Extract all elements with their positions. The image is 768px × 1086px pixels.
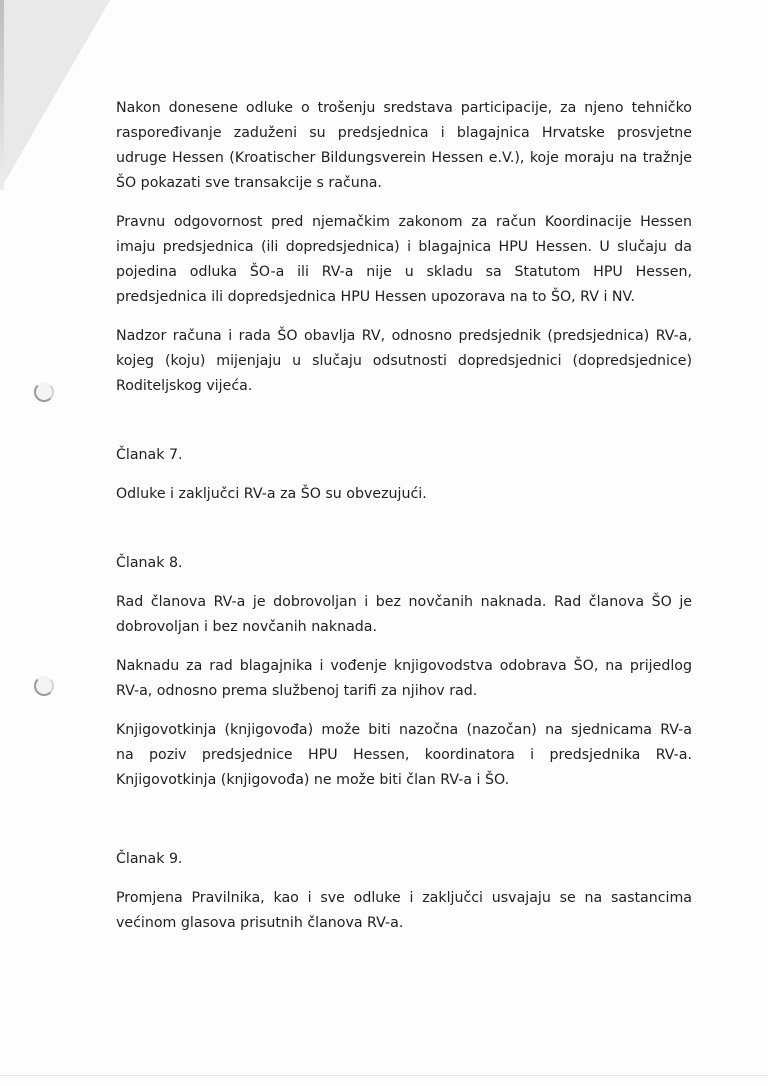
- document-body: [116, 96, 692, 950]
- punch-hole-top: [34, 382, 54, 402]
- article-heading-7: Članak 7.: [116, 447, 183, 463]
- corner-shadow: [0, 0, 4, 190]
- article-heading-9: Članak 9.: [116, 851, 183, 867]
- text-line: Promjena Pravilnika, kao i sve odluke i zaključci usvajaju se na sastancima: [116, 890, 692, 906]
- paragraph-amendments: [116, 886, 692, 936]
- paragraph-bookkeeper: [116, 718, 692, 793]
- text-line: na poziv predsjednice HPU Hessen, koordinatora i predsjednika RV-a.: [116, 747, 692, 763]
- text-line: udruge Hessen (Kroatischer Bildungsverein Hessen e.V.), koje moraju na tražnje: [116, 150, 692, 166]
- folded-corner: [0, 0, 110, 190]
- page-edge: [0, 1075, 768, 1076]
- punch-hole-bottom: [34, 676, 54, 696]
- text-line: Naknadu za rad blagajnika i vođenje knjigovodstva odobrava ŠO, na prijedlog: [116, 658, 692, 674]
- text-line: Knjigovotkinja (knjigovođa) ne može biti član RV-a i ŠO.: [116, 772, 510, 788]
- paragraph-supervision: [116, 324, 692, 399]
- paragraph-transactions: [116, 96, 692, 196]
- text-line: većinom glasova prisutnih članova RV-a.: [116, 915, 404, 931]
- text-line: Nadzor računa i rada ŠO obavlja RV, odnosno predsjednik (predsjednica) RV-a,: [116, 328, 692, 344]
- text-line: Nakon donesene odluke o trošenju sredstava participacije, za njeno tehničko: [116, 100, 692, 116]
- text-line: predsjednica ili dopredsjednica HPU Hessen upozorava na to ŠO, RV i NV.: [116, 289, 635, 305]
- text-line: pojedina odluka ŠO-a ili RV-a nije u skladu sa Statutom HPU Hessen,: [116, 264, 692, 280]
- text-line: Pravnu odgovornost pred njemačkim zakonom za račun Koordinacije Hessen: [116, 214, 692, 230]
- text-line: Rad članova RV-a je dobrovoljan i bez novčanih naknada. Rad članova ŠO je: [116, 594, 692, 610]
- text-line: Roditeljskog vijeća.: [116, 378, 253, 394]
- text-line: ŠO pokazati sve transakcije s računa.: [116, 175, 382, 191]
- paragraph-compensation: [116, 654, 692, 704]
- text-line: kojeg (koju) mijenjaju u slučaju odsutnosti dopredsjednici (dopredsjednice): [116, 353, 692, 369]
- paragraph-legal-responsibility: [116, 210, 692, 310]
- text-line: raspoređivanje zaduženi su predsjednica i blagajnica Hrvatske prosvjetne: [116, 125, 692, 141]
- paragraph-volunteer-work: [116, 590, 692, 640]
- text-line: Odluke i zaključci RV-a za ŠO su obvezujući.: [116, 486, 427, 502]
- paragraph-binding-decisions: [116, 482, 692, 507]
- text-line: Knjigovotkinja (knjigovođa) može biti nazočna (nazočan) na sjednicama RV-a: [116, 722, 692, 738]
- text-line: RV-a, odnosno prema službenoj tarifi za njihov rad.: [116, 683, 478, 699]
- text-line: imaju predsjednica (ili dopredsjednica) i blagajnica HPU Hessen. U slučaju da: [116, 239, 692, 255]
- text-line: dobrovoljan i bez novčanih naknada.: [116, 619, 377, 635]
- article-heading-8: Članak 8.: [116, 555, 183, 571]
